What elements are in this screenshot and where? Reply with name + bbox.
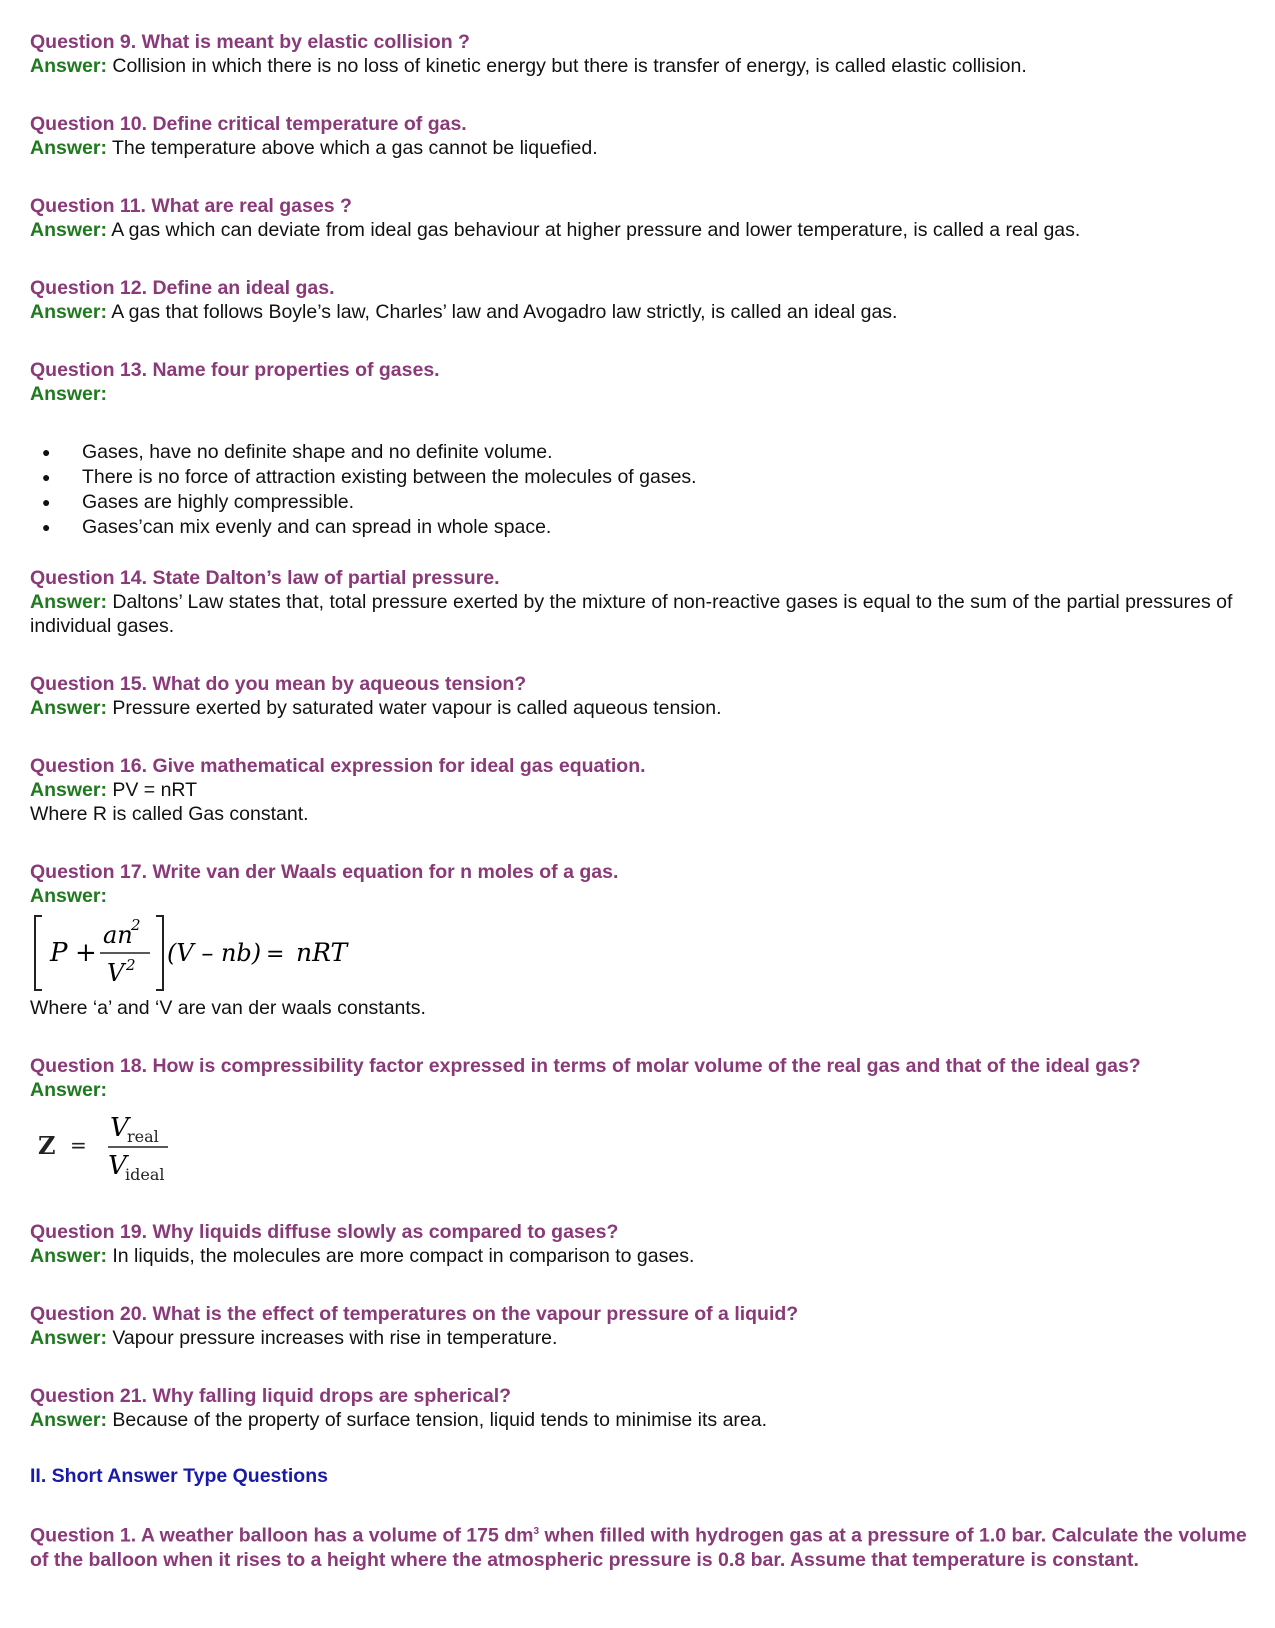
question-heading: Question 10. Define critical temperature of gas.: [30, 113, 467, 135]
question-heading: Question 13. Name four properties of gases.: [30, 359, 440, 381]
answer-label: Answer:: [30, 137, 107, 159]
qa-item: [30, 358, 1260, 540]
v-ideal: V: [108, 1151, 127, 1181]
answer-line: [30, 300, 1260, 324]
qa-item: [30, 30, 1260, 78]
superscript-3: 3: [533, 1526, 540, 1537]
question-heading: Question 9. What is meant by elastic collision ?: [30, 31, 470, 53]
question-heading: [30, 1520, 1260, 1572]
qa-item: [30, 1054, 1260, 1192]
answer-text: Vapour pressure increases with rise in temperature.: [106, 1327, 558, 1349]
eq-den-exp: 2: [126, 956, 136, 974]
qa-item: [30, 1302, 1260, 1350]
qa-item: [30, 194, 1260, 242]
compressibility-formula: [30, 1102, 1260, 1192]
list-item: ● Gases’can mix evenly and can spread in whole space.: [30, 515, 1260, 540]
answer-line: [30, 884, 1260, 908]
question-heading: Question 12. Define an ideal gas.: [30, 277, 335, 299]
answer-text: Pressure exerted by saturated water vapour is called aqueous tension.: [106, 697, 722, 719]
qa-item: [30, 1220, 1260, 1268]
answer-note: Where ‘a’ and ‘V are van der waals constants.: [30, 997, 426, 1019]
answer-note: Where R is called Gas constant.: [30, 803, 309, 825]
question-heading: Question 11. What are real gases ?: [30, 195, 352, 217]
question-heading: Question 15. What do you mean by aqueous tension?: [30, 673, 527, 695]
answer-line: [30, 1408, 1260, 1432]
answer-text: A gas that follows Boyle’s law, Charles’ law and Avogadro law strictly, is called an ideal gas.: [106, 301, 898, 323]
eq-num-exp: 2: [131, 916, 141, 934]
qa-item: [30, 1384, 1260, 1432]
answer-label: Answer:: [30, 885, 107, 907]
section-heading: II. Short Answer Type Questions: [30, 1465, 328, 1487]
z-symbol: Z: [38, 1131, 56, 1160]
eq-plus: +: [75, 938, 97, 968]
eq-rhs: nRT: [296, 938, 348, 967]
question-heading: Question 16. Give mathematical expression for ideal gas equation.: [30, 755, 646, 777]
answer-line: [30, 696, 1260, 720]
answer-label: Answer:: [30, 1327, 107, 1349]
answer-label: Answer:: [30, 1409, 107, 1431]
document-page: [30, 30, 1260, 1572]
eq-num: an: [103, 921, 133, 949]
eq-den: V: [107, 959, 125, 987]
eq-equals: =: [266, 942, 285, 967]
answer-line: [30, 218, 1260, 242]
answer-label: Answer:: [30, 1079, 107, 1101]
answer-text: A gas which can deviate from ideal gas behaviour at higher pressure and lower temperature, is called a real gas.: [106, 219, 1081, 241]
answer-text: Collision in which there is no loss of kinetic energy but there is transfer of energy, is called elastic collision.: [106, 55, 1027, 77]
qa-item: [30, 672, 1260, 720]
question-heading: Question 19. Why liquids diffuse slowly as compared to gases?: [30, 1221, 619, 1243]
answer-label: Answer:: [30, 591, 107, 613]
z-equals: =: [70, 1133, 87, 1157]
answer-text: PV = nRT: [106, 779, 198, 801]
answer-label: Answer:: [30, 1245, 107, 1267]
properties-list: [30, 440, 1260, 540]
list-item: ● There is no force of attraction existing between the molecules of gases.: [30, 465, 1260, 490]
eq-factor: (V – nb): [167, 939, 262, 967]
question-text-start: Question 1. A weather balloon has a volume of 175 dm: [30, 1524, 534, 1547]
answer-line: [30, 54, 1260, 78]
qa-item: [30, 112, 1260, 160]
question-heading: Question 20. What is the effect of temperatures on the vapour pressure of a liquid?: [30, 1303, 799, 1325]
list-item: ● Gases, have no definite shape and no definite volume.: [30, 440, 1260, 465]
question-text-end: when filled with hydrogen gas at a pressure of 1.0 bar. Calculate the volume of the balloon when it rises to a height where the atmospheric pressure is 0.8 bar. Assume that temperature is constant.: [30, 1524, 1247, 1571]
question-heading: Question 18. How is compressibility factor expressed in terms of molar volume of the real gas and that of the ideal gas?: [30, 1055, 1141, 1077]
answer-text: Daltons’ Law states that, total pressure exerted by the mixture of non-reactive gases is equal to the sum of the partial pressures of individual gases.: [30, 591, 1233, 637]
answer-label: Answer:: [30, 779, 107, 801]
list-item: ● Gases are highly compressible.: [30, 490, 1260, 515]
answer-line: [30, 1244, 1260, 1268]
answer-text: In liquids, the molecules are more compact in comparison to gases.: [106, 1245, 695, 1267]
answer-label: Answer:: [30, 219, 107, 241]
v-ideal-sub: ideal: [125, 1165, 165, 1184]
answer-label: Answer:: [30, 55, 107, 77]
equation-figure: [30, 908, 390, 996]
answer-line: [30, 778, 1260, 802]
answer-line: [30, 1326, 1260, 1350]
answer-text: Because of the property of surface tension, liquid tends to minimise its area.: [106, 1409, 768, 1431]
question-heading: Question 21. Why falling liquid drops are spherical?: [30, 1385, 512, 1407]
van-der-waals-equation: [30, 908, 1260, 996]
answer-label: Answer:: [30, 383, 107, 405]
eq-p: P: [50, 938, 68, 968]
answer-line: [30, 382, 1260, 406]
answer-line: [30, 590, 1260, 638]
answer-text: The temperature above which a gas cannot be liquefied.: [106, 137, 598, 159]
answer-label: Answer:: [30, 301, 107, 323]
v-real: V: [110, 1113, 129, 1143]
qa-item: [30, 276, 1260, 324]
qa-item: [30, 566, 1260, 638]
answer-line: [30, 1078, 1260, 1102]
formula-figure: [30, 1102, 250, 1192]
question-heading: Question 14. State Dalton’s law of partial pressure.: [30, 567, 500, 589]
answer-label: Answer:: [30, 697, 107, 719]
question-heading: Question 17. Write van der Waals equation for n moles of a gas.: [30, 861, 619, 883]
v-real-sub: real: [127, 1127, 159, 1146]
qa-item: [30, 860, 1260, 1020]
answer-line: [30, 136, 1260, 160]
qa-item: [30, 754, 1260, 826]
